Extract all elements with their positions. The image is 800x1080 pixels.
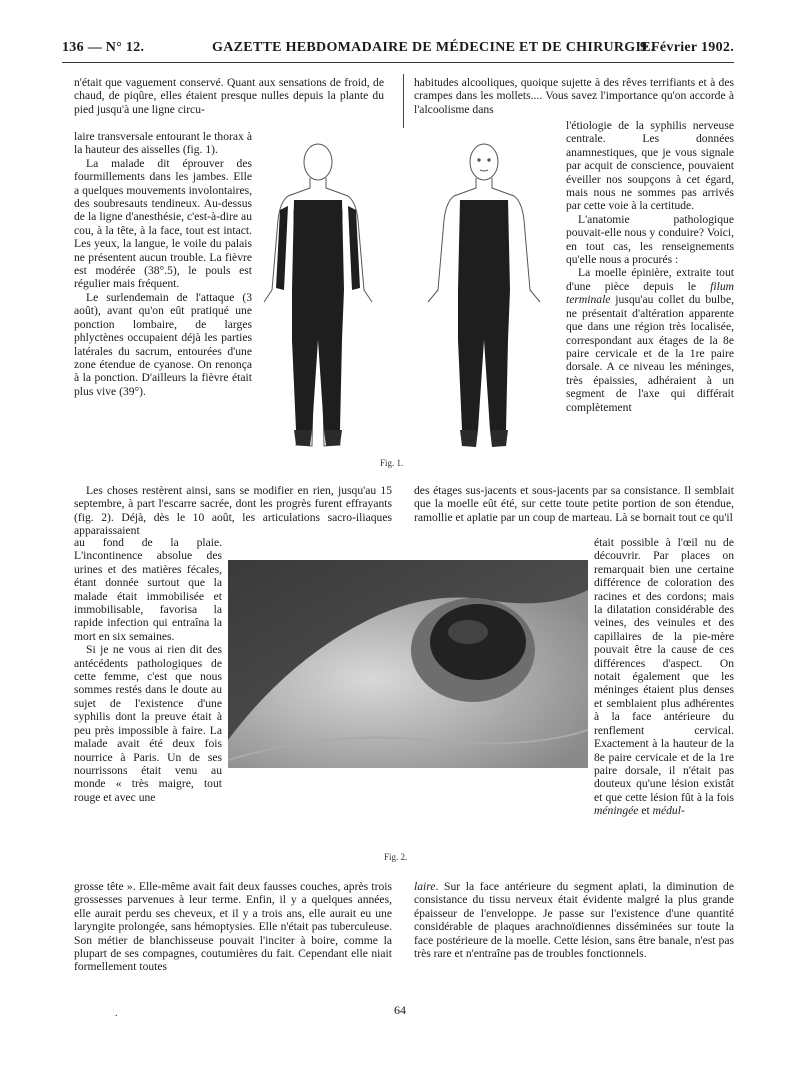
paragraph: La moelle épinière, extraite tout d'une pièce depuis le filum terminale jusqu'au collet du bulbe, ne présentait d'altération apparente que dans une région très localisée, correspondant aux étages de la 8e paire cervicale et de la 1re paire dorsale. A ce niveau les méninges, très épaissies, adhéraient à un segment de l'axe qui différait complètement xyxy=(566,266,734,414)
figure-2-photograph xyxy=(228,560,588,768)
left-text-bottom xyxy=(74,880,392,974)
left-text-wide xyxy=(74,484,392,538)
paragraph: habitudes alcooliques, quoique sujette à des rêves terrifiants et à des crampes dans les mollets.... Vous savez l'importance qu'on accorde à l'alcoolisme dans xyxy=(414,76,734,116)
right-text-wide xyxy=(414,484,734,524)
figure-1-anesthesia-diagram xyxy=(258,140,558,458)
paragraph: grosse tête ». Elle-même avait fait deux fausses couches, après trois grossesses parvenues à leur terme. Enfin, il y a quelques années, elle aurait perdu ses cheveux, et il y a trois ans, elle aurait eu une laryngite prolongée, sans hémoptysies. Elle n'était pas tuberculeuse. Son métier de blanchisseuse pouvait l'inciter à boire, comme la plupart de ses compagnes, coutumières du fait. Cependant elle niait formellement toutes xyxy=(74,880,392,974)
page-number: 136 — N° 12. xyxy=(62,40,145,55)
front-feet xyxy=(460,430,508,447)
paragraph: Si je ne vous ai rien dit des antécédents pathologiques de cette femme, c'est que nous sommes restés dans le doute au sujet de l'existence d'une syphilis dont la preuve était à peu près impossible à faire. La malade avait été deux fois nourrice à Paris. Un de ses nourrissons était venu au monde « très maigre, tout rouge et avec une xyxy=(74,643,222,804)
paragraph: n'était que vaguement conservé. Quant aux sensations de froid, de chaud, de piqûre, elles étaient presque nulles depuis la plante du pied jusqu'à une ligne circu- xyxy=(74,76,384,116)
left-text-mid xyxy=(74,536,222,804)
paragraph: des étages sus-jacents et sous-jacents par sa consistance. Il semblait que la moelle eût été, sur cette toute petite portion de son étendue, ramollie et aplatie par un coup de marteau. Là se bornait tout ce qu'il xyxy=(414,484,734,524)
back-view-anesthesia-area xyxy=(292,200,344,430)
right-text-bottom xyxy=(414,880,734,960)
paragraph: au fond de la plaie. L'incontinence absolue des urines et des matières fécales, étant donnée surtout que la malade était immobilisée et immobilisable, favorisa la rapide infection qui entraîna la mort en six semaines. xyxy=(74,536,222,643)
left-text-top xyxy=(74,130,252,398)
right-text-top xyxy=(566,119,734,414)
right-text-top-wide xyxy=(414,76,734,116)
header-rule xyxy=(62,62,734,63)
left-text-top-wide xyxy=(74,76,384,116)
column-divider xyxy=(403,74,404,128)
paragraph: laire. Sur la face antérieure du segment aplati, la diminution de consistance du tissu nerveux était évidente malgré la plus grande épaisseur de l'enveloppe. Je passe sur l'existence d'une quantité considérable de plaques arachnoïdiennes disséminées sur toute la face postérieure de la moelle. Cette lésion, sans être banale, n'est pas très rare et n'entraîne pas de troubles fonctionnels. xyxy=(414,880,734,961)
issue-date: 9 Février 1902. xyxy=(639,40,734,55)
running-header xyxy=(62,40,734,60)
page-footer-number: 64 xyxy=(394,1003,406,1017)
paragraph: La malade dit éprouver des fourmillements dans les jambes. Elle a quelques mouvements involontaires, des soubresauts tendineux. Au-dessus de la ligne d'anesthésie, c'est-à-dire au cou, à la tête, à la face, tout est intact. Les yeux, la langue, le voile du palais ne présentent aucun trouble. La fièvre est modérée (38°.5), le pouls est régulier mais fréquent. xyxy=(74,156,252,291)
figure-2-caption: Fig. 2. xyxy=(384,852,408,862)
front-view-anesthesia-area xyxy=(458,200,510,430)
paragraph: Les choses restèrent ainsi, sans se modifier en rien, jusqu'au 15 septembre, à part l'escarre sacrée, dont les progrès furent effrayants (fig. 2). Déjà, dès le 10 août, les articulations sacro-iliaques apparaissaient xyxy=(74,484,392,538)
paragraph: Le surlendemain de l'attaque (3 août), avant qu'on eût pratiqué une ponction lombaire, de larges phlyctènes occupaient déjà les parties latérales du sacrum, entourées d'une zone étendue de cyanose. On renonça à la ponction. D'ailleurs la fièvre était plus vive (39°). xyxy=(74,290,252,398)
right-text-mid xyxy=(594,536,734,818)
paragraph: L'anatomie pathologique pouvait-elle nous y conduire? Voici, en tout cas, les renseignements qu'elle nous a procurés : xyxy=(566,212,734,267)
paragraph: laire transversale entourant le thorax à la hauteur des aisselles (fig. 1). xyxy=(74,130,252,157)
footer-mark: . xyxy=(115,1008,118,1019)
journal-title: GAZETTE HEBDOMADAIRE DE MÉDECINE ET DE CHIRURGIE. xyxy=(212,40,655,55)
paragraph: était possible à l'œil nu de découvrir. Par places on remarquait bien une certaine différence de coloration des racines et des cordons; mais la dilatation considérable des veines, des veinules et des capillaires de la pie-mère pouvait être la cause de ces différences d'aspect. On notait également que les méninges étaient plus denses et semblaient plus adhérentes à la face antérieure du renflement cervical. Exactement à la hauteur de la 8e paire cervicale et de la 1re paire dorsale, il n'était pas douteux qu'une lésion existât et que cette lésion fût à la fois méningée et médul- xyxy=(594,536,734,818)
back-feet xyxy=(294,430,342,446)
paragraph: l'étiologie de la syphilis nerveuse centrale. Les données anamnestiques, que je vous signale par acquit de conscience, pouvaient éveiller nos soupçons à cet égard, mais nous ne sommes pas arrivés par cette voie à la certitude. xyxy=(566,119,734,213)
figure-1-caption: Fig. 1. xyxy=(380,458,404,468)
